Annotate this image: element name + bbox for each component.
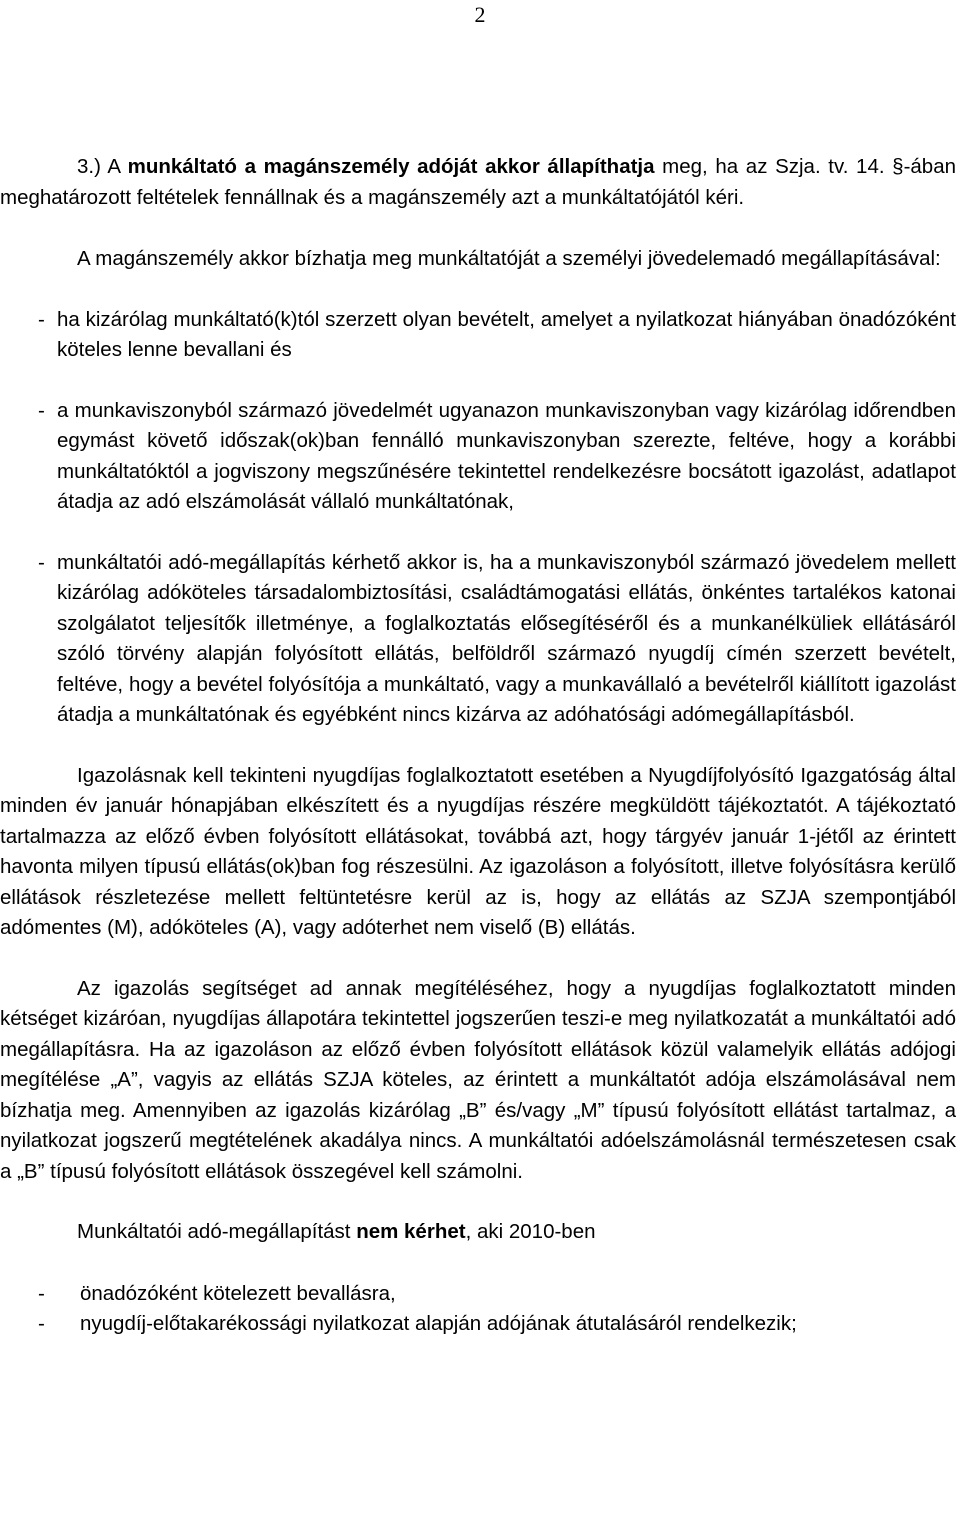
list-item [38,396,956,518]
paragraph-certificate-help: Az igazolás segítséget ad annak megítéléséhez, hogy a nyugdíjas foglalkoztatott minden kétséget kizáróan, nyugdíjas állapotára tekintettel jogszerűen teszi-e meg nyilatkozatát a munkáltatói adó megállapításra. Ha az igazoláson az előző évben folyósított ellátások közül valamelyik ellátás adójogi megítélése „A”, vagyis az ellátás SZJA köteles, az érintett a munkáltatót adója elszámolásával nem bízhatja meg. Amennyiben az igazolás kizárólag „B” és/vagy „M” típusú folyósított ellátást tartalmaz, a nyilatkozat jogszerű megtételének akadálya nincs. A munkáltatói adóelszámolásnál természetesen csak a „B” típusú folyósított ellátások összegével kell számolni. [0,976,956,1183]
list-item-text: a munkaviszonyból származó jövedelmét ugyanazon munkaviszonyban vagy kizárólag időrendben egymást követő időszak(ok)ban fennálló munkaviszonyban szerezte, feltéve, hogy a korábbi munkáltatóktól a jogviszony megszűnésére tekintettel rendelkezésre bocsátott igazolást, adatlapot átadja az adó elszámolását vállaló munkáltatónak, [57,398,956,513]
page-number: 2 [474,2,486,27]
list-dash: - [38,550,45,574]
list-item-text: önadózóként kötelezett bevallásra, [80,1281,396,1305]
paragraph-employer-tax [0,152,956,213]
paragraph-cannot-request [0,1217,956,1248]
paragraph-employer-tax-post: meg, ha az Szja. tv. 14. §-ában meghatározott feltételek fennállnak és a magánszemély azt a munkáltatójától kéri. [0,155,956,209]
list-item-text: nyugdíj-előtakarékossági nyilatkozat alapján adójának átutalásáról rendelkezik; [80,1312,797,1335]
paragraph-employer-tax-bold: munkáltató a magánszemély adóját akkor állapíthatja [127,155,655,178]
paragraph-employer-tax-pre: 3.) A [77,155,128,178]
list-dash: - [38,307,45,331]
list-item [38,305,956,366]
document-body [0,152,956,1340]
list-dash: - [38,1281,45,1305]
paragraph-cannot-request-bold: nem kérhet [356,1220,466,1243]
paragraph-cannot-request-post: , aki 2010-ben [465,1220,596,1243]
list-item [38,1309,956,1340]
paragraph-entrust: A magánszemély akkor bízhatja meg munkáltatóját a személyi jövedelemadó megállapításával: [77,247,941,270]
list-item-text: ha kizárólag munkáltató(k)tól szerzett olyan bevételt, amelyet a nyilatkozat hiányában önadózóként köteles lenne bevallani és [57,307,956,361]
list-item [38,548,956,731]
list-dash: - [38,398,45,422]
paragraph-cannot-request-pre: Munkáltatói adó-megállapítást [77,1220,357,1243]
list-item-text: munkáltatói adó-megállapítás kérhető akkor is, ha a munkaviszonyból származó jövedelem mellett kizárólag adóköteles társadalombiztosítási, családtámogatási ellátás, önkéntes tartalékos katonai szolgálatot teljesítők illetménye, a foglalkoztatás elősegítéséről és a munkanélküliek ellátásáról szóló törvény alapján folyósított ellátás, belföldről származó nyugdíj címén szerzett bevételt, feltéve, hogy a bevétel folyósítója a munkáltató, vagy a munkavállaló a bevételről kiállított igazolást átadja a munkáltatónak és egyébként nincs kizárva az adóhatósági adómegállapításból. [57,550,956,726]
paragraph-certificate: Igazolásnak kell tekinteni nyugdíjas foglalkoztatott esetében a Nyugdíjfolyósító Igazgatóság által minden év január hónapjában elkészített és a nyugdíjas részére megküldött tájékoztatót. A tájékoztató tartalmazza az előző évben folyósított ellátásokat, továbbá azt, hogy tárgyév január 1-jétől az érintett havonta milyen típusú ellátás(ok)ban fog részesülni. Az igazoláson a folyósított, illetve folyósításra kerülő ellátások részletezése mellett feltüntetésre kerül az is, hogy az ellátás az SZJA szempontjából adómentes (M), adóköteles (A), vagy adóterhet nem viselő (B) ellátás. [0,763,956,939]
list-dash: - [38,1312,45,1335]
list-item [38,1279,956,1310]
